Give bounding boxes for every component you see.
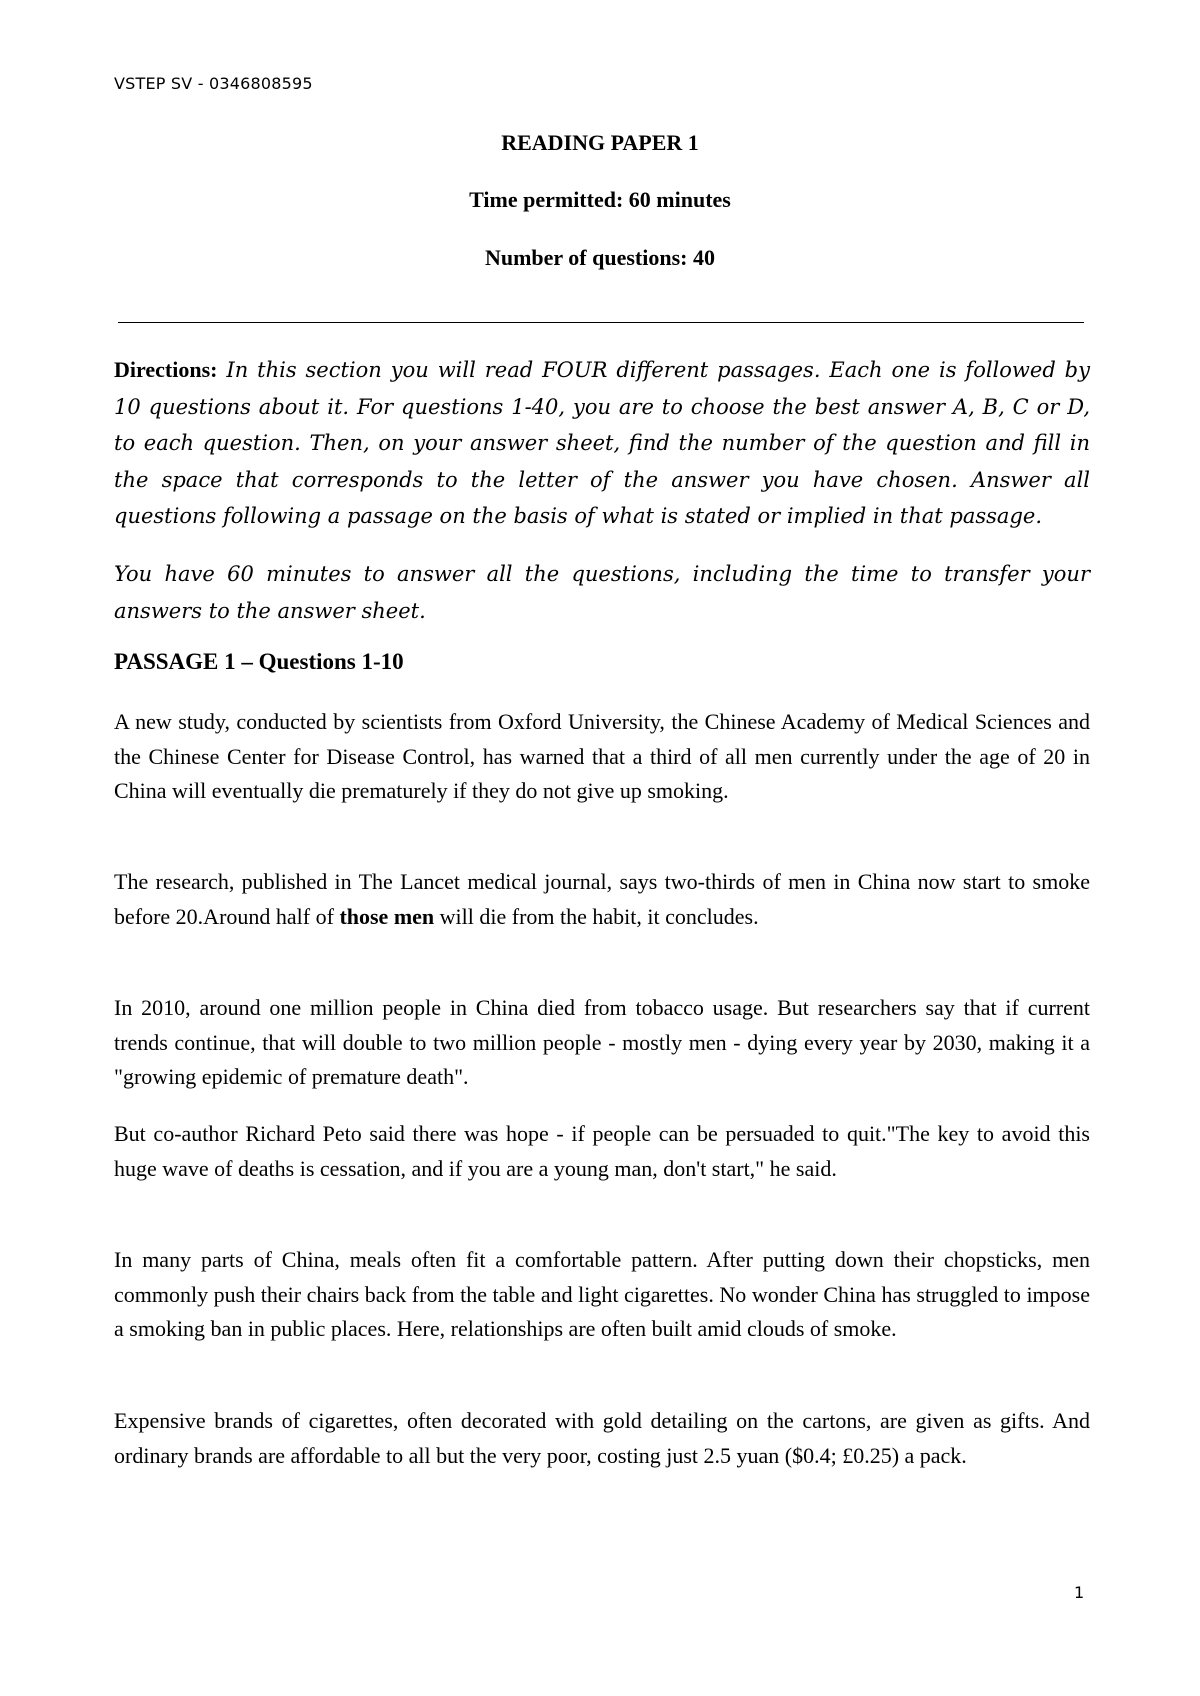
time-note-paragraph: You have 60 minutes to answer all the questions, including the time to transfer your answers to the answer sheet. [114, 562, 1090, 623]
directions-paragraph [114, 352, 1090, 535]
paragraph-2-highlight: those men [339, 903, 435, 929]
passage-heading: PASSAGE 1 – Questions 1-10 [114, 649, 404, 674]
paper-title: READING PAPER 1 [501, 130, 699, 155]
paragraph-2-start: The research, published in The Lancet medical journal, says two-thirds of men in China now start to smoke before 20.Around half of [114, 869, 1090, 929]
passage-paragraph-5: In many parts of China, meals often fit a comfortable pattern. After putting down their chopsticks, men commonly push their chairs back from the table and light cigarettes. No wonder China has struggled to impose a smoking ban in public places. Here, relationships are often built amid clouds of smoke. [114, 1247, 1090, 1341]
number-of-questions: Number of questions: 40 [484, 245, 715, 270]
passage-paragraph-1: A new study, conducted by scientists from Oxford University, the Chinese Academy of Medical Sciences and the Chinese Center for Disease Control, has warned that a third of all men currently under the age of 20 in China will eventually die prematurely if they do not give up smoking. [114, 709, 1090, 803]
directions-label: Directions: [114, 357, 218, 382]
page-number: 1 [1074, 1583, 1085, 1602]
passage-paragraph-4: But co-author Richard Peto said there was hope - if people can be persuaded to quit."The key to avoid this huge wave of deaths is cessation, and if you are a young man, don't start," he said. [114, 1121, 1090, 1181]
passage-paragraph-2 [114, 865, 1090, 934]
page-header: VSTEP SV - 0346808595 [114, 74, 313, 93]
passage-paragraph-3: In 2010, around one million people in China died from tobacco usage. But researchers say that if current trends continue, that will double to two million people - mostly men - dying every year by 2030, making it a "growing epidemic of premature death". [114, 995, 1090, 1089]
passage-paragraph-6: Expensive brands of cigarettes, often decorated with gold detailing on the cartons, are given as gifts. And ordinary brands are affordable to all but the very poor, costing just 2.5 yuan ($0.4; £0.25) a pack. [114, 1408, 1090, 1468]
paragraph-2-end: will die from the habit, it concludes. [434, 903, 759, 929]
directions-text: In this section you will read FOUR different passages. Each one is followed by 10 questions about it. For questions 1-40, you are to choose the best answer A, B, C or D, to each question. Then, on your answer sheet, find the number of the question and fill in the space that corresponds to the letter of the answer you have chosen. Answer all questions following a passage on the basis of what is stated or implied in that passage. [114, 358, 1090, 528]
time-permitted: Time permitted: 60 minutes [469, 187, 731, 212]
divider-line [118, 322, 1084, 323]
